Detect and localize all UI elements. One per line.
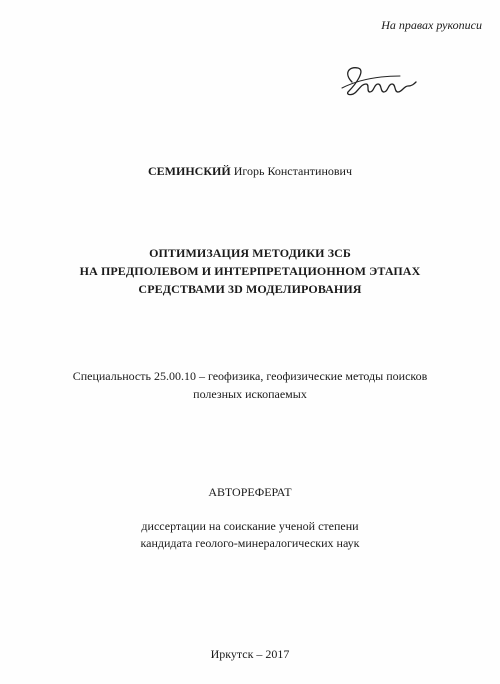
title-line: НА ПРЕДПОЛЕВОМ И ИНТЕРПРЕТАЦИОННОМ ЭТАПАХ [79,264,421,278]
author-surname: СЕМИНСКИЙ [148,164,231,178]
purpose-line: кандидата геолого-минералогических наук [140,536,360,550]
document-type: АВТОРЕФЕРАТ [208,485,292,499]
purpose-line: диссертации на соискание ученой степени [141,519,359,533]
dissertation-title [0,244,500,298]
author-signature [338,62,418,104]
title-line: СРЕДСТВАМИ 3D МОДЕЛИРОВАНИЯ [138,282,362,296]
specialty-line: полезных ископаемых [193,387,307,401]
specialty [0,367,500,403]
title-line: ОПТИМИЗАЦИЯ МЕТОДИКИ ЗСБ [149,246,351,260]
author-given-names: Игорь Константинович [233,164,352,178]
specialty-line: Специальность 25.00.10 – геофизика, геофизические методы поисков [72,369,428,383]
rights-notice: На правах рукописи [381,18,482,32]
dissertation-purpose [0,518,500,552]
place-and-year: Иркутск – 2017 [210,647,290,661]
author-name [0,163,500,179]
